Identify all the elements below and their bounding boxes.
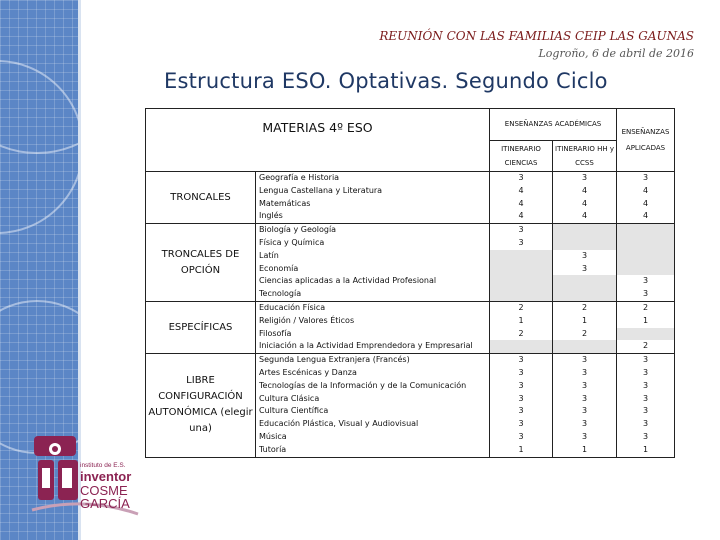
subject-cell: Educación Física — [256, 301, 490, 314]
table-row — [146, 172, 675, 185]
hours-applied-cell — [617, 328, 675, 341]
hours-sciences-cell: 3 — [490, 172, 553, 185]
logo-line2: inventor — [80, 469, 132, 484]
hours-humanities-cell: 1 — [553, 444, 617, 457]
subject-cell: Tecnología — [256, 288, 490, 301]
subject-cell: Economía — [256, 263, 490, 276]
subject-cell: Tutoría — [256, 444, 490, 457]
table-heading: MATERIAS 4º ESO — [146, 109, 490, 172]
hours-sciences-cell: 3 — [490, 380, 553, 393]
hours-applied-cell: 3 — [617, 431, 675, 444]
subject-cell: Lengua Castellana y Literatura — [256, 185, 490, 198]
hours-sciences-cell: 4 — [490, 198, 553, 211]
hours-applied-cell: 3 — [617, 393, 675, 406]
subject-cell: Educación Plástica, Visual y Audiovisual — [256, 418, 490, 431]
logo-line1: instituto de E.S. — [80, 462, 126, 469]
hours-applied-cell: 3 — [617, 418, 675, 431]
academic-heading: ENSEÑANZAS ACADÉMICAS — [490, 109, 617, 141]
itinerary-humanities-heading: ITINERARIO HH y CCSS — [553, 141, 617, 172]
hours-applied-cell: 2 — [617, 340, 675, 353]
subject-cell: Religión / Valores Éticos — [256, 315, 490, 328]
subject-cell: Cultura Científica — [256, 405, 490, 418]
hours-humanities-cell: 3 — [553, 393, 617, 406]
subject-cell: Artes Escénicas y Danza — [256, 367, 490, 380]
hours-applied-cell: 4 — [617, 198, 675, 211]
hours-sciences-cell: 2 — [490, 328, 553, 341]
hours-sciences-cell: 1 — [490, 315, 553, 328]
meeting-header: REUNIÓN CON LAS FAMILIAS CEIP LAS GAUNAS — [379, 29, 694, 43]
hours-sciences-cell: 4 — [490, 210, 553, 223]
hours-humanities-cell: 3 — [553, 405, 617, 418]
category-troncales: TRONCALES — [146, 172, 256, 224]
hours-sciences-cell: 1 — [490, 444, 553, 457]
hours-humanities-cell: 4 — [553, 198, 617, 211]
hours-sciences-cell: 3 — [490, 237, 553, 250]
hours-applied-cell: 1 — [617, 444, 675, 457]
category-troncales-opcion: TRONCALES DE OPCIÓN — [146, 224, 256, 302]
hours-sciences-cell — [490, 340, 553, 353]
hours-sciences-cell: 4 — [490, 185, 553, 198]
hours-sciences-cell: 2 — [490, 301, 553, 314]
hours-humanities-cell — [553, 288, 617, 301]
hours-applied-cell: 3 — [617, 367, 675, 380]
table-row — [146, 354, 675, 367]
subject-cell: Cultura Clásica — [256, 393, 490, 406]
subject-cell: Música — [256, 431, 490, 444]
hours-applied-cell: 3 — [617, 380, 675, 393]
hours-humanities-cell — [553, 237, 617, 250]
hours-applied-cell: 3 — [617, 288, 675, 301]
hours-humanities-cell: 4 — [553, 185, 617, 198]
subject-cell: Física y Química — [256, 237, 490, 250]
hours-humanities-cell: 2 — [553, 301, 617, 314]
table-row — [146, 301, 675, 314]
hours-sciences-cell: 3 — [490, 354, 553, 367]
hours-humanities-cell: 3 — [553, 367, 617, 380]
subject-cell: Iniciación a la Actividad Emprendedora y Empresarial — [256, 340, 490, 353]
hours-applied-cell — [617, 263, 675, 276]
subject-cell: Filosofía — [256, 328, 490, 341]
hours-sciences-cell: 3 — [490, 367, 553, 380]
subject-cell: Inglés — [256, 210, 490, 223]
hours-sciences-cell: 3 — [490, 418, 553, 431]
subject-cell: Ciencias aplicadas a la Actividad Profesional — [256, 275, 490, 288]
hours-applied-cell: 2 — [617, 301, 675, 314]
hours-applied-cell: 3 — [617, 172, 675, 185]
hours-sciences-cell: 3 — [490, 393, 553, 406]
hours-applied-cell: 4 — [617, 210, 675, 223]
subject-cell: Latín — [256, 250, 490, 263]
subject-cell: Segunda Lengua Extranjera (Francés) — [256, 354, 490, 367]
hours-humanities-cell: 3 — [553, 354, 617, 367]
subject-cell: Biología y Geología — [256, 224, 490, 237]
hours-sciences-cell — [490, 288, 553, 301]
hours-humanities-cell — [553, 340, 617, 353]
hours-applied-cell: 4 — [617, 185, 675, 198]
category-especificas: ESPECÍFICAS — [146, 301, 256, 353]
school-logo — [30, 432, 142, 530]
subject-cell: Geografía e Historia — [256, 172, 490, 185]
subjects-table — [145, 108, 675, 458]
logo-line4: GARCÍA — [80, 496, 130, 511]
hours-sciences-cell — [490, 250, 553, 263]
slide-title: Estructura ESO. Optativas. Segundo Ciclo — [164, 69, 608, 93]
subject-cell: Matemáticas — [256, 198, 490, 211]
hours-humanities-cell — [553, 275, 617, 288]
hours-applied-cell: 3 — [617, 405, 675, 418]
hours-sciences-cell — [490, 275, 553, 288]
hours-sciences-cell — [490, 263, 553, 276]
applied-heading: ENSEÑANZAS APLICADAS — [617, 109, 675, 172]
hours-applied-cell: 3 — [617, 354, 675, 367]
hours-humanities-cell: 3 — [553, 172, 617, 185]
hours-applied-cell: 1 — [617, 315, 675, 328]
hours-applied-cell: 3 — [617, 275, 675, 288]
category-libre-configuracion: LIBRE CONFIGURACIÓN AUTONÓMICA (elegir una) — [146, 354, 256, 457]
hours-humanities-cell: 4 — [553, 210, 617, 223]
hours-humanities-cell: 2 — [553, 328, 617, 341]
hours-humanities-cell: 3 — [553, 431, 617, 444]
hours-applied-cell — [617, 237, 675, 250]
itinerary-sciences-heading: ITINERARIO CIENCIAS — [490, 141, 553, 172]
date-header: Logroño, 6 de abril de 2016 — [538, 47, 694, 60]
table-row — [146, 224, 675, 237]
subject-cell: Tecnologías de la Información y de la Comunicación — [256, 380, 490, 393]
hours-applied-cell — [617, 250, 675, 263]
hours-humanities-cell: 3 — [553, 250, 617, 263]
hours-humanities-cell: 3 — [553, 380, 617, 393]
hours-sciences-cell: 3 — [490, 431, 553, 444]
logo-line3: COSME — [80, 483, 128, 498]
hours-humanities-cell: 1 — [553, 315, 617, 328]
hours-humanities-cell: 3 — [553, 263, 617, 276]
hours-humanities-cell — [553, 224, 617, 237]
hours-sciences-cell: 3 — [490, 405, 553, 418]
hours-sciences-cell: 3 — [490, 224, 553, 237]
hours-applied-cell — [617, 224, 675, 237]
hours-humanities-cell: 3 — [553, 418, 617, 431]
